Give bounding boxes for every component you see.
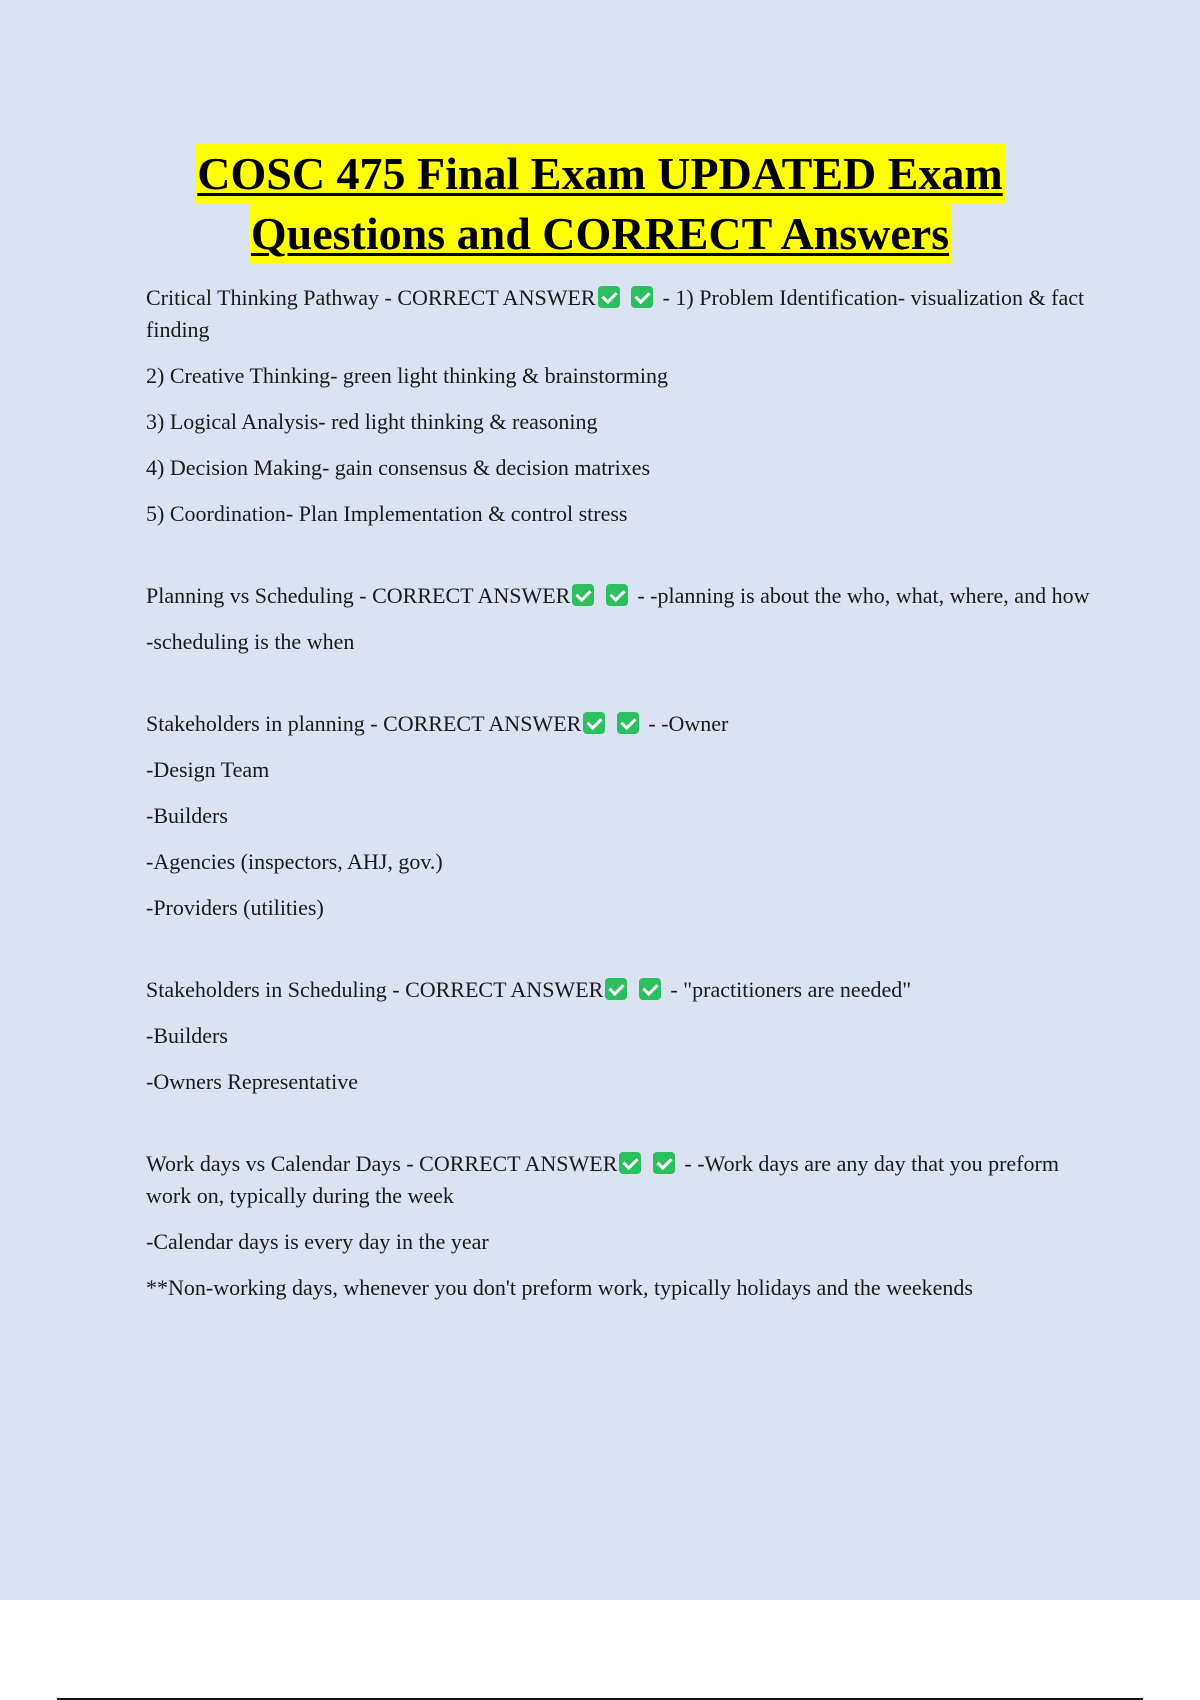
answer-line: -scheduling is the when [146, 629, 355, 654]
answer-line: -Design Team [146, 757, 270, 782]
answer-line: 5) Coordination- Plan Implementation & control stress [146, 501, 628, 526]
green-checkmark-icon [606, 584, 628, 606]
answer-text: -Work days are any day that you preform work on, typically during the week [146, 1151, 1059, 1208]
title-line-2: Questions and CORRECT Answers [249, 204, 951, 264]
qa-item [146, 974, 1096, 1098]
qa-question-line [146, 282, 1096, 346]
answer-separator: - [657, 285, 676, 310]
green-checkmark-icon [631, 286, 653, 308]
qa-question-line [146, 1148, 1096, 1212]
answer-line: -Calendar days is every day in the year [146, 1229, 489, 1254]
answer-line: -Owners Representative [146, 1069, 358, 1094]
qa-item [146, 1148, 1096, 1304]
green-checkmark-icon [572, 584, 594, 606]
question-text: Planning vs Scheduling - CORRECT ANSWER [146, 583, 571, 608]
green-checkmark-icon [583, 712, 605, 734]
green-checkmark-icon [605, 978, 627, 1000]
green-checkmark-icon [598, 286, 620, 308]
answer-line: -Builders [146, 1023, 228, 1048]
green-checkmark-icon [619, 1152, 641, 1174]
answer-text: "practitioners are needed" [683, 977, 912, 1002]
answer-text: -planning is about the who, what, where, and how [650, 583, 1090, 608]
qa-item [146, 708, 1096, 924]
answer-line: -Builders [146, 803, 228, 828]
question-text: Stakeholders in planning - CORRECT ANSWER [146, 711, 582, 736]
question-text: Critical Thinking Pathway - CORRECT ANSWER [146, 285, 596, 310]
answer-line: 4) Decision Making- gain consensus & decision matrixes [146, 455, 651, 480]
answer-text: -Owner [661, 711, 729, 736]
answer-separator: - [664, 977, 684, 1002]
green-checkmark-icon [639, 978, 661, 1000]
qa-question-line [146, 974, 1096, 1006]
qa-item [146, 282, 1096, 530]
answer-line: 2) Creative Thinking- green light thinking & brainstorming [146, 363, 669, 388]
document-title [0, 144, 1200, 264]
answer-separator: - [642, 711, 662, 736]
answer-line: -Agencies (inspectors, AHJ, gov.) [146, 849, 443, 874]
answer-line: 3) Logical Analysis- red light thinking & reasoning [146, 409, 598, 434]
qa-item [146, 580, 1096, 658]
answer-line: **Non-working days, whenever you don't preform work, typically holidays and the weekends [146, 1275, 973, 1300]
qa-content [146, 282, 1096, 1318]
qa-question-line [146, 580, 1096, 612]
answer-line: -Providers (utilities) [146, 895, 324, 920]
question-text: Stakeholders in Scheduling - CORRECT ANSWER [146, 977, 604, 1002]
title-line-1: COSC 475 Final Exam UPDATED Exam [195, 144, 1004, 204]
green-checkmark-icon [653, 1152, 675, 1174]
answer-separator: - [631, 583, 651, 608]
green-checkmark-icon [617, 712, 639, 734]
answer-separator: - [678, 1151, 698, 1176]
question-text: Work days vs Calendar Days - CORRECT ANSWER [146, 1151, 618, 1176]
qa-question-line [146, 708, 1096, 740]
answer-text: 1) Problem Identification- visualization & fact finding [146, 285, 1085, 342]
